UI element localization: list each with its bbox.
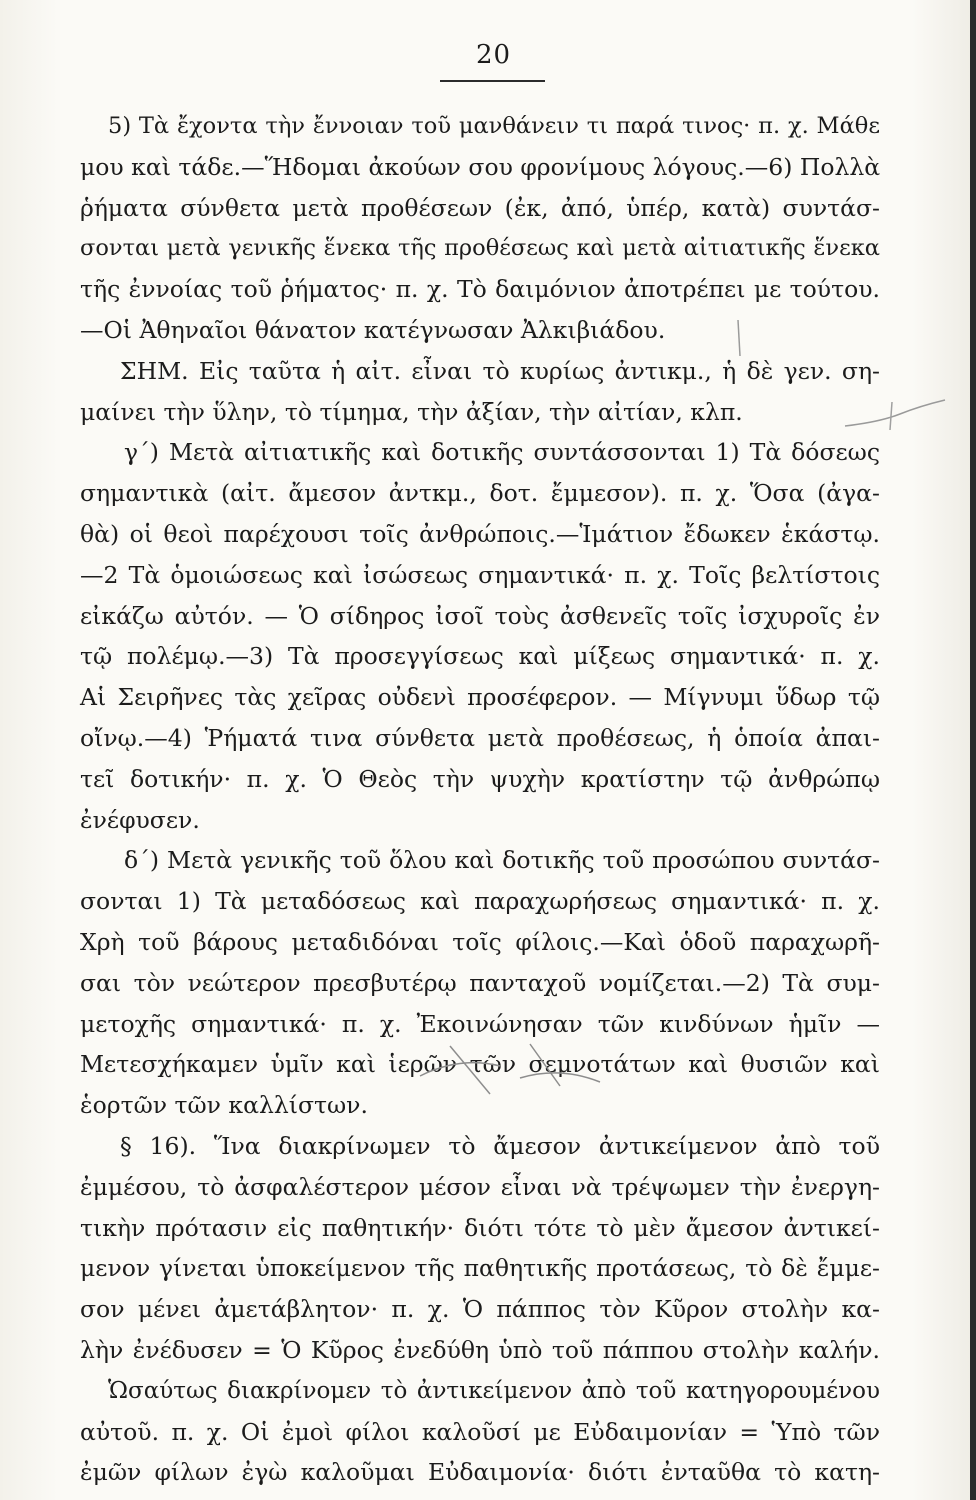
text-line: μενον γίνεται ὑποκείμενον τῆς παθητικῆς προτάσεως, τὸ δὲ ἔμμε- [80,1254,880,1283]
text-line: τῆς ἐννοίας τοῦ ῥήματος· π. χ. Τὸ δαιμόνιον ἀποτρέπει με τούτου. [80,275,880,304]
page-number: 20 [476,40,512,70]
text-line: τικὴν πρότασιν εἰς παθητικήν· διότι τότε τὸ μὲν ἄμεσον ἀντικεί- [80,1213,880,1242]
text-line: τεῖ δοτικήν· π. χ. Ὁ Θεὸς τὴν ψυχὴν κρατίστην τῷ ἀνθρώπῳ [80,764,880,793]
text-line: σονται 1) Τὰ μεταδόσεως καὶ παραχωρήσεως σημαντικά· π. χ. [80,887,880,916]
text-line: ἐμμέσου, τὸ ἀσφαλέστερον μέσον εἶναι νὰ τρέψωμεν τὴν ἐνεργη- [80,1172,880,1201]
text-line: § 16). Ἵνα διακρίνωμεν τὸ ἄμεσον ἀντικείμενον ἀπὸ τοῦ [120,1131,880,1160]
text-line: σονται μετὰ γενικῆς ἕνεκα τῆς προθέσεως καὶ μετὰ αἰτιατικῆς ἕνεκα [80,235,880,262]
text-line: οἴνῳ.—4) Ῥήματά τινα σύνθετα μετὰ προθέσεως, ἡ ὁποία ἀπαι- [80,723,880,752]
text-line: Ὡσαύτως διακρίνομεν τὸ ἀντικείμενον ἀπὸ τοῦ κατηγορουμένου [108,1377,880,1404]
text-line: γ΄) Μετὰ αἰτιατικῆς καὶ δοτικῆς συντάσσονται 1) Τὰ δόσεως [124,438,880,467]
text-line: λὴν ἐνέδυσεν = Ὁ Κῦρος ἐνεδύθη ὑπὸ τοῦ πάππου στολὴν καλήν. [80,1335,880,1364]
text-line: μετοχῆς σημαντικά· π. χ. Ἐκοινώνησαν τῶν κινδύνων ἡμῖν — [80,1009,880,1038]
text-line: —2 Τὰ ὁμοιώσεως καὶ ἰσώσεως σημαντικά· π. χ. Τοῖς βελτίστοις [80,560,880,589]
text-line: θὰ) οἱ θεοὶ παρέχουσι τοῖς ἀνθρώποις.—Ἱμάτιον ἔδωκεν ἑκάστῳ. [80,519,880,548]
text-line: ἐμῶν φίλων ἐγὼ καλοῦμαι Εὐδαιμονία· διότι ἐνταῦθα τὸ κατη- [80,1458,880,1487]
text-line: σημαντικὰ (αἰτ. ἄμεσον ἀντκμ., δοτ. ἔμμεσον). π. χ. Ὅσα (ἀγα- [80,479,880,508]
text-line: Αἱ Σειρῆνες τὰς χεῖρας οὐδενὶ προσέφερον. — Μίγνυμι ὕδωρ τῷ [80,683,880,712]
text-line: —Οἱ Ἀθηναῖοι θάνατον κατέγνωσαν Ἀλκιβιάδου. [80,315,666,344]
text-line: δ΄) Μετὰ γενικῆς τοῦ ὅλου καὶ δοτικῆς τοῦ προσώπου συντάσ- [124,846,880,875]
text-line: σον μένει ἀμετάβλητον· π. χ. Ὁ πάππος τὸν Κῦρον στολὴν κα- [80,1295,880,1324]
text-line: αὐτοῦ. π. χ. Οἱ ἐμοὶ φίλοι καλοῦσί με Εὐδαιμονίαν = Ὑπὸ τῶν [80,1417,880,1446]
text-line: Χρὴ τοῦ βάρους μεταδιδόναι τοῖς φίλοις.—Καὶ ὁδοῦ παραχωρῆ- [80,927,880,956]
text-line: μου καὶ τάδε.—Ἥδομαι ἀκούων σου φρονίμους λόγους.—6) Πολλὰ [80,152,881,181]
header-rule [440,80,545,82]
text-line: ΣΗΜ. Εἰς ταῦτα ἡ αἰτ. εἶναι τὸ κυρίως ἀντικμ., ἡ δὲ γεν. ση- [120,356,880,385]
text-line: μαίνει τὴν ὕλην, τὸ τίμημα, τὴν ἀξίαν, τὴν αἰτίαν, κλπ. [80,397,743,426]
text-line: ῥήματα σύνθετα μετὰ προθέσεων (ἐκ, ἀπό, ὑπέρ, κατὰ) συντάσ- [80,193,880,222]
text-line: 5) Τὰ ἔχοντα τὴν ἔννοιαν τοῦ μανθάνειν τι παρά τινος· π. χ. Μάθε [108,113,880,139]
text-line: ἑορτῶν τῶν καλλίστων. [80,1091,368,1120]
text-line: Μετεσχήκαμεν ὑμῖν καὶ ἱερῶν τῶν σεμνοτάτων καὶ θυσιῶν καὶ [80,1050,880,1079]
page-body-text [80,106,880,1493]
text-line: ἐνέφυσεν. [80,805,200,834]
text-line: τῷ πολέμῳ.—3) Τὰ προσεγγίσεως καὶ μίξεως σημαντικά· π. χ. [80,642,880,671]
text-line: σαι τὸν νεώτερον πρεσβυτέρῳ πανταχοῦ νομίζεται.—2) Τὰ συμ- [80,968,880,997]
text-line: εἰκάζω αὐτόν. — Ὁ σίδηρος ἰσοῖ τοὺς ἀσθενεῖς τοῖς ἰσχυροῖς ἐν [80,601,880,630]
